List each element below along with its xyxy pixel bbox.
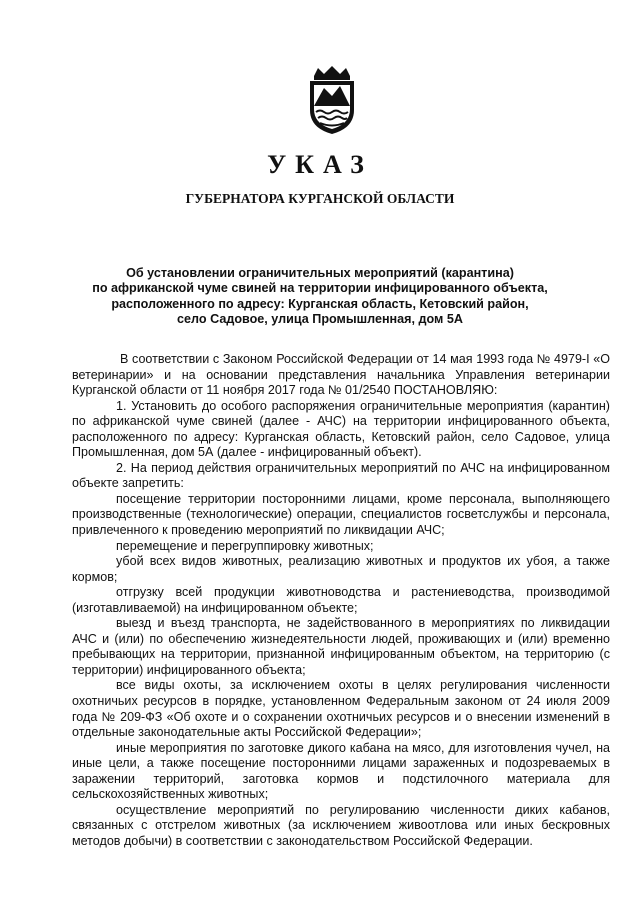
subject-line: село Садовое, улица Промышленная, дом 5А xyxy=(177,311,463,326)
point-1-paragraph: 1. Установить до особого распоряжения ограничительные мероприятия (карантин) по африканской чуме свиней (далее - АЧС) на территории инфицированного объекта, расположенного по адресу: Курганская область, Кетовский район, село Садовое, улица Промышленная, дом 5А (далее - инфицированный объект). xyxy=(72,398,610,460)
subject-line: расположенного по адресу: Курганская область, Кетовский район, xyxy=(111,296,529,311)
decree-authority: ГУБЕРНАТОРА КУРГАНСКОЙ ОБЛАСТИ xyxy=(185,191,455,206)
prohibition-item: выезд и въезд транспорта, не задействованного в мероприятиях по ликвидации АЧС и (или) по обеспечению жизнедеятельности людей, проживающих и (или) временно пребывающих на территории, признанной инфицированным объектом, на территорию (с территории) инфицированного объекта; xyxy=(72,616,610,677)
point-2-paragraph: 2. На период действия ограничительных мероприятий по АЧС на инфицированном объекте запретить: xyxy=(72,460,610,491)
subject-line: Об установлении ограничительных мероприятий (карантина) xyxy=(126,266,514,280)
preamble-paragraph: В соответствии с Законом Российской Федерации от 14 мая 1993 года № 4979-I «О ветеринарии» и на основании представления начальника Управления ветеринарии Курганской области от 11 ноября 2017 года № 01/2540 ПОСТАНОВЛЯЮ: xyxy=(72,352,610,398)
prohibition-item: убой всех видов животных, реализацию животных и продуктов их убоя, а также кормов; xyxy=(72,554,610,584)
prohibition-item: посещение территории посторонними лицами, кроме персонала, выполняющего производственные (технологические) операции, специалистов госветслужбы и персонала, привлеченного к проведению мероприятий по ликвидации АЧС; xyxy=(72,491,610,538)
prohibition-item: осуществление мероприятий по регулированию численности диких кабанов, связанных с отстрелом животных (за исключением живоотлова или иных бескровных методов добычи) в соответствии с законодательством Российской Федерации. xyxy=(72,802,610,848)
decree-title: УКАЗ xyxy=(267,150,373,179)
prohibition-item: все виды охоты, за исключением охоты в целях регулирования численности охотничьих ресурсов в порядке, установленном Федеральным законом от 24 июля 2009 года № 209-ФЗ «Об охоте и о сохранении охотничьих ресурсов и о внесении изменений в отдельные законодательные акты Российской Федерации»; xyxy=(72,678,610,740)
subject-line: по африканской чуме свиней на территории инфицированного объекта, xyxy=(92,281,548,296)
prohibition-item: иные мероприятия по заготовке дикого кабана на мясо, для изготовления чучел, на иные цели, а также посещение посторонними лицами зараженных и подозреваемых в заражении территорий, заготовка кормов и подстилочного материала для сельскохозяйственных животных; xyxy=(72,740,610,802)
coat-of-arms-emblem xyxy=(306,66,358,136)
prohibition-item: отгрузку всей продукции животноводства и растениеводства, производимой (изготавливаемой) на инфицированном объекте; xyxy=(72,585,610,615)
decree-subject xyxy=(80,266,560,327)
prohibition-item: перемещение и перегруппировку животных; xyxy=(116,538,374,553)
decree-body xyxy=(72,352,610,850)
